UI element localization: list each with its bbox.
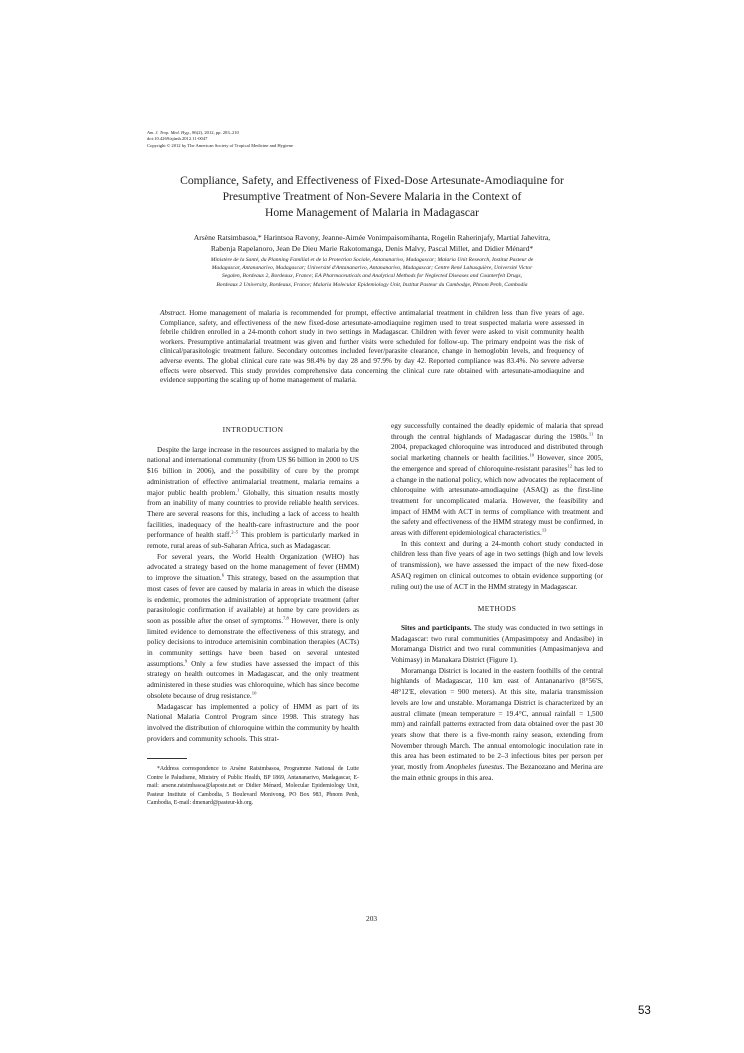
citation-ref: 13 (541, 527, 547, 533)
affiliation-line-1: Ministère de la Santé, du Planning Familial et de la Protection Sociale, Antananarivo, Madagascar; Malaria Unit Research, Institut Pasteur de (210, 257, 534, 263)
citation-ref: 10 (529, 452, 535, 458)
left-column (147, 421, 359, 807)
journal-copyright: Copyright © 2012 by The American Society of Tropical Medicine and Hygiene (147, 142, 293, 148)
slide-number: 53 (638, 1005, 651, 1017)
intro-p1-text-c: This problem is particularly marked in remote, rural areas of sub-Saharan Africa, such as Madagascar. (147, 530, 359, 551)
methods-paragraph-1 (391, 623, 603, 666)
affiliation-line-2: Madagascar, Antananarivo, Madagascar; Université d'Antananarivo, Antananarivo, Madagascar; Centre René Labusquière, Université Victor (211, 265, 533, 272)
footnote-divider (147, 758, 187, 759)
journal-citation (147, 130, 293, 149)
affiliation-line-3: Segalen, Bordeaux 2, Bordeaux, France; EA Pharmaceuticals and Analytical Methods for Neglected Diseases and Counterfeit Drugs, (222, 273, 522, 280)
citation-ref: 9 (184, 658, 188, 664)
intro-p2-text-b: This strategy, based on the assumption that most cases of fever are caused by malaria in areas in which the disease is endemic, promotes the administration of appropriate treatment (after parasitologic confirmation if available) at home by care providers as soon as possible after the onset of symptoms. (147, 573, 359, 625)
species-name: Anopheles funestus (445, 762, 503, 772)
introduction-heading: INTRODUCTION (222, 425, 284, 434)
citation-ref: 11 (588, 431, 594, 437)
intro-paragraph-3: Madagascar has implemented a policy of HMM as part of its National Malaria Control Program since 1998. This strategy has involved the distribution of chloroquine within the community by health providers and community schools. This strat- (147, 701, 359, 743)
intro-p1-text: Despite the large increase in the resources assigned to malaria by the national and international community (from US $6 billion in 2000 to US $16 billion in 2006), and the possibility of cure by the prompt administration of effective antimalarial treatment, malaria remains a major public health problem. (147, 444, 359, 497)
methods-p1-text: The study was conducted in two settings in Madagascar: two rural communities (Ampasimpotsy and Andasibe) in Moramanga District and two rural communities (Ampasimanjeva and Vohimasy) in Manakara District (Figure 1). (391, 622, 603, 665)
intro-p4-text-c: However, since 2005, the emergence and spread of chloroquine-resistant parasites (391, 453, 603, 473)
intro-p2-text-d: Only a few studies have assessed the impact of this strategy on health outcomes in Madagascar, and the only treatment administered in these studies was chloroquine, which has since become obsolete because of drug resistance. (147, 658, 359, 700)
affiliations (150, 256, 594, 289)
title-line-1: Compliance, Safety, and Effectiveness of Fixed-Dose Artesunate-Amodiaquine for (180, 174, 564, 187)
journal-name: Am. J. Trop. Med. Hyg., (147, 130, 191, 135)
intro-p4-text-d: has led to a change in the national policy, which now advocates the replacement of chloroquine with artesunate-amodiaquine (ASAQ) as the first-line treatment for uncomplicated malaria. However, the feasibility and impact of HMM with ACT in terms of compliance with treatment and the safety and effectiveness of the HMM strategy must be confirmed, in areas with different epidemiological characteristics. (391, 463, 603, 538)
author-line-2: Rabenja Rapelanoro, Jean De Dieu Marie Rakotomanga, Denis Malvy, Pascal Millet, and Didier Ménard* (210, 243, 534, 253)
affiliation-line-4: Bordeaux 2 University, Bordeaux, France; Malaria Molecular Epidemiology Unit, Institut Pasteur du Cambodge, Phnom Penh, Cambodia (216, 281, 528, 288)
abstract-text: Home management of malaria is recommended for prompt, effective antimalarial treatment in children less than five years of age. Compliance, safety, and effectiveness of the new fixed-dose artesunate-amodiaquine regimen used to treat suspected malaria were assessed in febrile children enrolled in a 24-month cohort study in two settings in Madagascar. Children with fever were asked to visit community health workers. Presumptive antimalarial treatment was given and further visits were scheduled for follow-up. The primary endpoint was the risk of clinical/parasitologic treatment failure. Secondary outcomes included fever/parasite clearance, change in hemoglobin levels, and frequency of adverse events. The global clinical cure rate was 98.4% by day 28 and 97.9% by day 42. Reported compliance was 83.4%. No severe adverse effects were observed. This study provides comprehensive data concerning the clinical cure rate obtained with artesunate-amodiaquine and evidence supporting the scaling up of home management of malaria. (160, 309, 584, 385)
intro-p1-text-b: Globally, this situation results mostly from an inability of many countries to provide reliable health services. There are several reasons for this, including a lack of access to health facilities, inadequacy of the health-care infrastructure and the poor performance of health staff. (147, 487, 360, 540)
methods-heading: METHODS (477, 604, 517, 614)
author-list (140, 233, 604, 254)
paper-title (140, 173, 604, 221)
abstract-label: Abstract. (160, 309, 187, 317)
intro-p2-text-c: However, there is only limited evidence to demonstrate the effectiveness of this strategy, and policy decisions to introduce artemisinin combination therapies (ACTs) in community settings have been based on several untested assumptions. (147, 615, 359, 668)
methods-p2-end: . The Bezanozano and Merina are the main ethnic groups in this area. (391, 762, 603, 782)
correspondence-footnote: *Address correspondence to Arsène Ratsimbasoa, Programme National de Lutte Contre le Paludisme, Ministry of Public Health, BP 1869, Antananarivo, Madagascar, E-mail: arsene.ratsimbasoa@laposte.net or Didier Ménard, Molecular Epidemiology Unit, Pasteur Institute of Cambodia, 5 Boulevard Monivong, PO Box 983, Phnom Penh, Cambodia, E-mail: dmenard@pasteur-kh.org. (147, 766, 359, 807)
intro-paragraph-2 (147, 552, 359, 702)
citation-ref: 10 (251, 690, 257, 696)
journal-volume-pages: 86(2), 2012, pp. 203–210 (190, 130, 239, 135)
citation-ref: 2–5 (231, 529, 239, 535)
citation-ref: 6 (221, 572, 225, 578)
intro-paragraph-1 (147, 445, 359, 552)
intro-p4-text-b: In 2004, prepackaged chloroquine was introduced and distributed through social marketing channels or health facilities. (391, 431, 604, 463)
methods-p2-text: Moramanga District is located in the eastern foothills of the central highlands of Madagascar, 110 km east of Antananarivo (8°56'S, 48°12'E, elevation = 900 meters). At this site, malaria transmission levels are low and unstable. Moramanga District is characterized by an austral climate (mean temperature = 19.4°C, annual rainfall = 1,500 mm) and rainfall patterns extracted from data obtained over the past 30 years show that there is a five-month rainy season, extending from November through March. The annual entomologic inoculation rate in this area has been estimated to be 2–3 infectious bites per person per year, mostly from (391, 665, 603, 772)
title-line-3: Home Management of Malaria in Madagascar (264, 206, 480, 219)
citation-ref: 7,8 (283, 615, 289, 621)
author-line-1: Arsène Ratsimbasoa,* Harintsoa Ravony, Jeanne-Aimée Vonimpaisomihanta, Rogelin Raherinjafy, Martial Jahevitra, (193, 233, 551, 242)
intro-p2-text: For several years, the World Health Organization (WHO) has advocated a strategy based on the home management of fever (HMM) to improve the situation. (147, 551, 359, 583)
citation-ref: 1 (237, 487, 240, 493)
right-column (391, 421, 603, 784)
title-line-2: Presumptive Treatment of Non-Severe Malaria in the Context of (222, 190, 522, 203)
journal-doi: doi:10.4269/ajtmh.2012.11-0047 (147, 136, 208, 142)
sites-run-in-heading: Sites and participants. (401, 622, 472, 632)
citation-ref: 12 (567, 463, 573, 469)
abstract (160, 309, 584, 386)
intro-paragraph-4 (391, 421, 603, 539)
page-number: 203 (366, 914, 378, 923)
intro-paragraph-5: In this context and during a 24-month cohort study conducted in children less than five years of age in two settings (high and low levels of transmission), we have assessed the impact of the new fixed-dose ASAQ regimen on clinical outcomes to obtain evidence supporting (or ruling out) the use of ACT in the HMM strategy in Madagascar. (391, 538, 603, 591)
methods-paragraph-2 (391, 666, 603, 784)
intro-p4-text: egy successfully contained the deadly epidemic of malaria that spread through the central highlands of Madagascar during the 1980s. (391, 421, 603, 441)
